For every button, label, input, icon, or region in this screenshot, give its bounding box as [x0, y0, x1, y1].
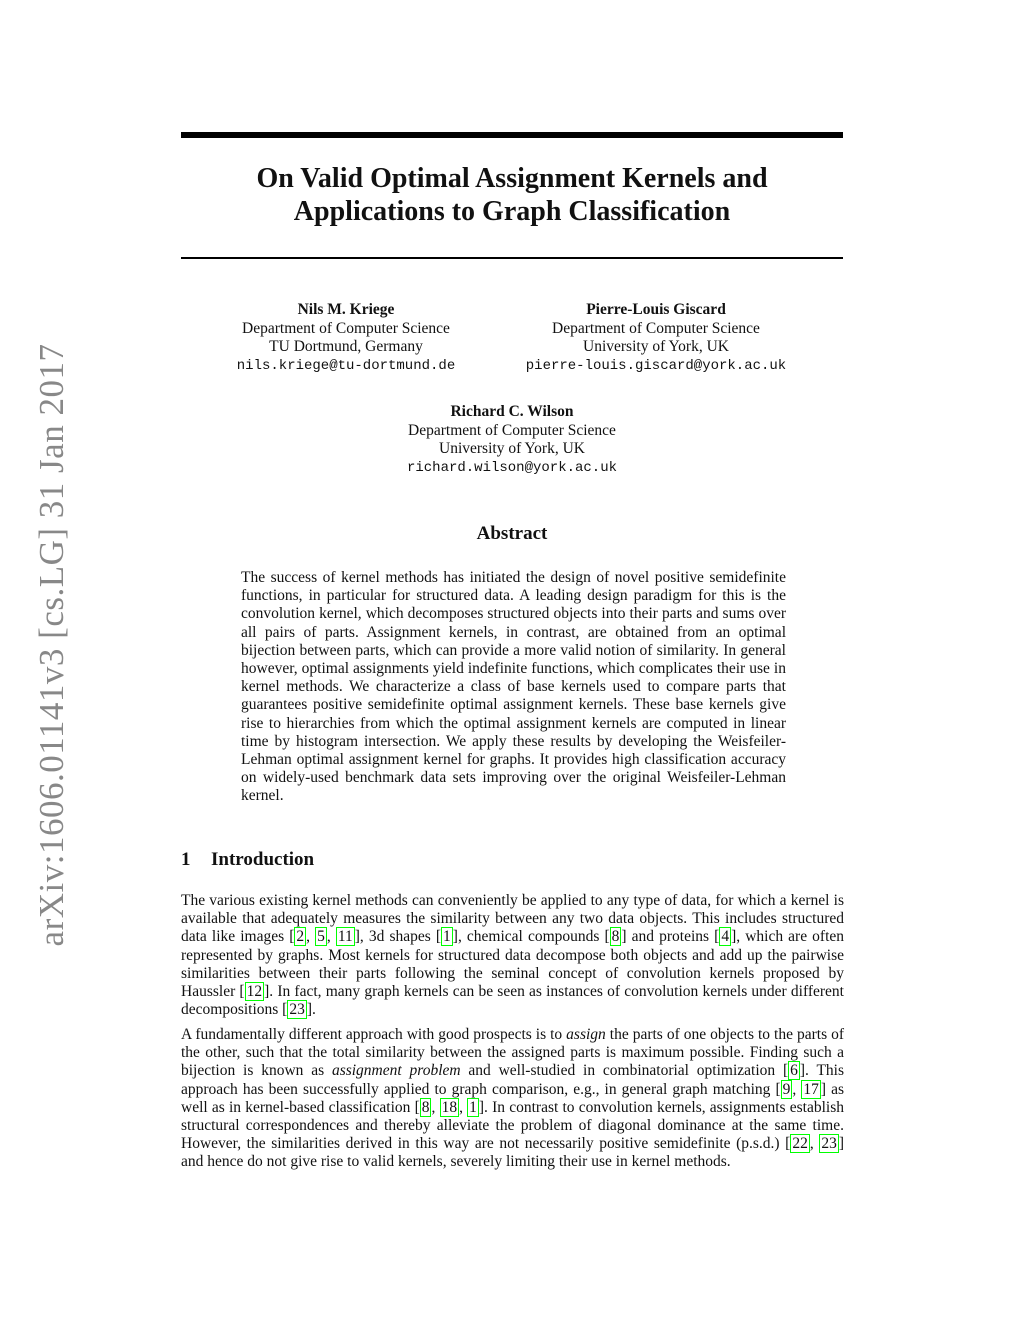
author-block-1	[196, 301, 496, 375]
text-run: ]. This approach has been successfully applied to graph comparison, e.g., in general graph matching [	[181, 1062, 844, 1098]
citation-link[interactable]: 1	[443, 928, 451, 946]
author-block-3	[362, 403, 662, 477]
emphasis-text: assignment problem	[331, 1062, 461, 1080]
citation-link[interactable]: 11	[337, 928, 353, 946]
text-run: ].	[306, 1001, 316, 1019]
author-email: nils.kriege@tu-dortmund.de	[236, 357, 456, 374]
text-run: ] and hence do not give rise to valid kernels, severely limiting their use in kernel methods.	[181, 1135, 844, 1171]
text-run: ], which are often represented by graphs. Most kernels for structured data decompose both objects and add up the pairwise similarities between their parts following the seminal concept of convolution kernels proposed by Haussler [	[181, 928, 845, 1001]
arxiv-identifier: arXiv:1606.01141v3 [cs.LG] 31 Jan 2017	[32, 343, 71, 947]
text-run: ,	[809, 1135, 820, 1153]
author-institution: TU Dortmund, Germany	[269, 338, 423, 355]
text-run: and well-studied in combinatorial optimization [	[460, 1062, 789, 1080]
section-title: Introduction	[211, 849, 315, 870]
emphasis-text: assign	[566, 1026, 606, 1043]
text-run: ,	[792, 1080, 802, 1098]
citation-link[interactable]: 4	[721, 928, 730, 946]
author-department: Department of Computer Science	[408, 421, 616, 439]
section-heading	[181, 849, 314, 871]
text-run: ,	[431, 1098, 440, 1116]
citation-link[interactable]: 8	[611, 928, 620, 946]
text-run: ]. In fact, many graph kernels can be seen as instances of convolution kernels under different decompositions [	[181, 983, 844, 1019]
top-rule	[181, 132, 843, 138]
text-run: ,	[459, 1098, 468, 1116]
intro-paragraph-1	[181, 892, 844, 1019]
citation-link[interactable]: 23	[289, 1001, 305, 1019]
author-institution: University of York, UK	[439, 440, 585, 457]
section-number: 1	[181, 849, 191, 870]
citation-link[interactable]: 1	[469, 1098, 477, 1116]
text-run: ,	[326, 928, 336, 946]
citation-link[interactable]: 18	[441, 1098, 458, 1116]
text-run: ] as well as in kernel-based classification [	[181, 1080, 844, 1116]
text-run: ]. In contrast to convolution kernels, assignments establish structural correspondences and thereby alleviate the problem of diagonal dominance at the same time. However, the similarities derived in this way are not necessarily positive semidefinite (p.s.d.) [	[181, 1098, 845, 1153]
citation-link[interactable]: 22	[792, 1135, 808, 1153]
abstract-text: The success of kernel methods has initiated the design of novel positive semidefinite functions, in particular for structured data. A leading design paradigm for this is the convolution kernel, which decomposes structured objects into their parts and sums over all pairs of parts. Assignment kernels, in contrast, are obtained from an optimal bijection between parts, which can provide a more valid notion of similarity. In general however, optimal assignments yield indefinite functions, which complicates their use in kernel methods. We characterize a class of base kernels used to compare parts that guarantees positive semidefinite optimal assignment kernels. These base kernels give rise to hierarchies from which the optimal assignment kernels are computed in linear time by histogram intersection. We apply these results by developing the Weisfeiler-Lehman optimal assignment kernel for graphs. It provides high classification accuracy on widely-used benchmark data sets improving over the original Weisfeiler-Lehman kernel.	[241, 569, 786, 805]
title-line-2: Applications to Graph Classification	[293, 196, 731, 227]
abstract-heading: Abstract	[476, 523, 548, 544]
author-email: richard.wilson@york.ac.uk	[406, 459, 618, 476]
citation-link[interactable]: 23	[821, 1135, 837, 1153]
text-run: The various existing kernel methods can conveniently be applied to any type of data, for which a kernel is available that adequately measures the similarity between any two data objects. This includes structured data like images [	[181, 892, 844, 946]
author-name: Pierre-Louis Giscard	[586, 301, 726, 318]
author-email: pierre-louis.giscard@york.ac.uk	[525, 357, 787, 374]
author-institution: University of York, UK	[583, 338, 729, 355]
author-department: Department of Computer Science	[242, 319, 450, 337]
author-name: Nils M. Kriege	[297, 301, 395, 318]
citation-link[interactable]: 6	[790, 1062, 798, 1080]
author-block-2	[491, 301, 821, 375]
text-run: ], chemical compounds [	[452, 928, 610, 946]
citation-link[interactable]: 5	[317, 928, 325, 946]
intro-paragraph-2	[181, 1026, 844, 1172]
text-run: ,	[306, 928, 316, 946]
citation-link[interactable]: 12	[246, 983, 263, 1001]
text-run: A fundamentally different approach with good prospects is to	[181, 1026, 567, 1043]
title-line-1: On Valid Optimal Assignment Kernels and	[256, 163, 768, 194]
citation-link[interactable]: 17	[803, 1080, 819, 1098]
text-run: ], 3d shapes [	[354, 928, 442, 946]
author-name: Richard C. Wilson	[450, 403, 574, 420]
text-run: the parts of one objects to the parts of the other, such that the total similarity between the assigned parts is maximum possible. Finding such a bijection is known as	[181, 1026, 844, 1080]
text-run: ] and proteins [	[621, 928, 720, 946]
paper-title	[181, 162, 843, 228]
citation-link[interactable]: 8	[421, 1098, 430, 1116]
title-bottom-rule	[181, 257, 843, 259]
citation-link[interactable]: 9	[782, 1080, 791, 1098]
author-department: Department of Computer Science	[552, 319, 760, 337]
citation-link[interactable]: 2	[296, 928, 305, 946]
